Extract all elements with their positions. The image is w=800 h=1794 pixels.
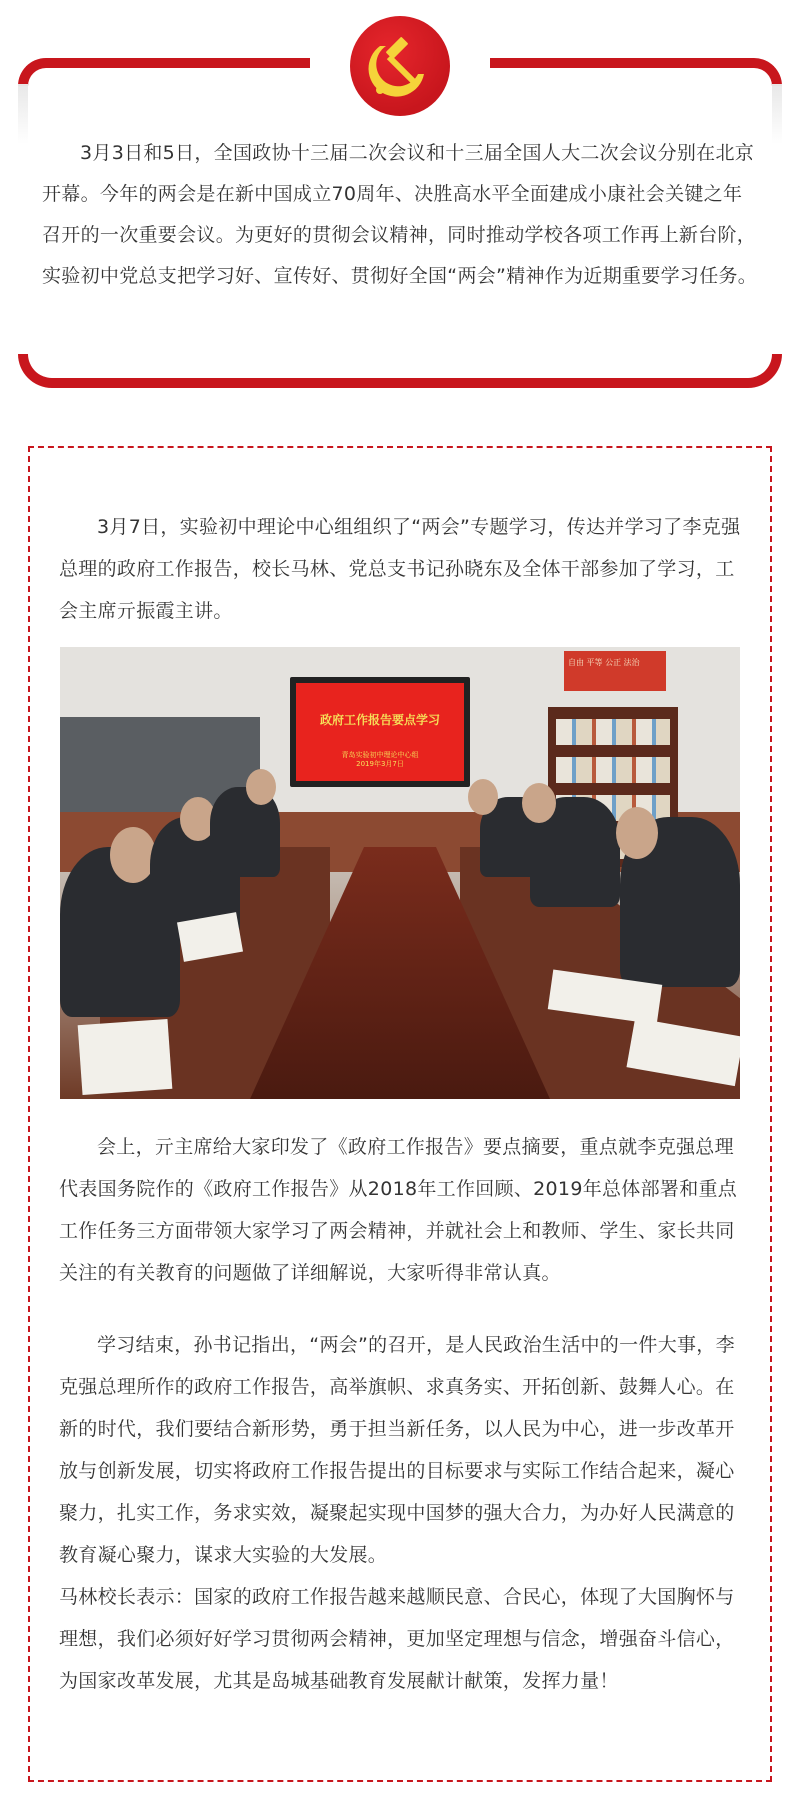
slide-title: 政府工作报告要点学习 [319,713,440,727]
article-paragraph-1: 3月7日，实验初中理论中心组组织了“两会”专题学习，传达并学习了李克强总理的政府工作报告，校长马林、党总支书记孙晓东及全体干部参加了学习，工会主席亓振霞主讲。 [59,516,741,622]
photo-person-head [616,807,658,859]
intro-paragraph: 3月3日和5日，全国政协十三届二次会议和十三届全国人大二次会议分别在北京开幕。今年的两会是在新中国成立70周年、决胜高水平全面建成小康社会关键之年召开的一次重要会议。为更好的贯彻会议精神，同时推动学校各项工作再上新台阶，实验初中党总支把学习好、宣传好、贯彻好全国“两会”精神作为近期重要学习任务。 [42,142,758,287]
card-frame-top-left [18,58,310,86]
card-frame-bottom [18,354,782,388]
shelf-row [556,757,670,783]
photo-screen-slide [296,683,464,781]
slide-subtitle [296,751,464,769]
shelf-row [556,719,670,745]
hammer-sickle-icon [350,16,450,116]
article-paragraph-2: 会上，亓主席给大家印发了《政府工作报告》要点摘要，重点就李克强总理代表国务院作的《政府工作报告》从2018年工作回顾、2019年总体部署和重点工作任务三方面带领大家学习了两会精神，并就社会上和教师、学生、家长共同关注的有关教育的问题做了详细解说，大家听得非常认真。 [59,1136,738,1284]
article-paragraph-4: 马林校长表示：国家的政府工作报告越来越顺民意、合民心，体现了大国胸怀与理想，我们必须好好学习贯彻两会精神，更加坚定理想与信念，增强奋斗信心，为国家改革发展，尤其是岛城基础教育发展献计献策，发挥力量！ [59,1586,735,1692]
photo-paper [78,1019,173,1095]
party-emblem [350,16,450,116]
photo-person-head [468,779,498,815]
banner-text: 自由 平等 公正 法治 [568,658,640,667]
meeting-photo [60,647,740,1099]
photo-tv-screen [290,677,470,787]
article-paragraph-3: 学习结束，孙书记指出，“两会”的召开，是人民政治生活中的一件大事，李克强总理所作的政府工作报告，高举旗帜、求真务实、开拓创新、鼓舞人心。在新的时代，我们要结合新形势，勇于担当新任务，以人民为中心，进一步改革开放与创新发展，切实将政府工作报告提出的目标要求与实际工作结合起来，凝心聚力，扎实工作，务求实效，凝聚起实现中国梦的强大合力，为办好人民满意的教育凝心聚力，谋求大实验的大发展。 [59,1334,735,1566]
card-shadow-right [772,84,782,144]
photo-wall-banner [564,651,666,691]
card-shadow-left [18,84,28,144]
photo-person-head [522,783,556,823]
slide-date: 2019年3月7日 [356,760,404,768]
card-frame-top-right [490,58,782,86]
photo-person-head [246,769,276,805]
slide-org: 青岛实验初中理论中心组 [341,751,419,759]
